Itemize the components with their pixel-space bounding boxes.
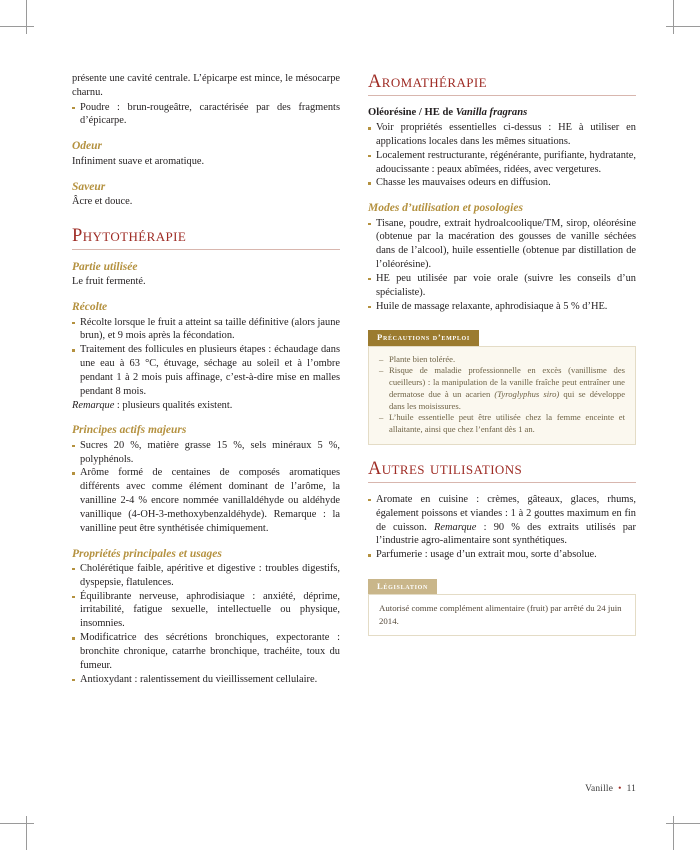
remark-label: Remarque [434,521,477,533]
usage-text-cont: : 90 % des extraits utilisés par l’industrie agro-alimentaire sont synthétiques. [376,521,636,547]
list-item: Tisane, poudre, extrait hydroalcoolique/TM, sirop, oléorésine (obtenue par la macération des gousses de vanille séchées dans de l’alcool), huile essentielle (obtenue par distillation de l’oléorésine). [368,217,636,272]
subheading-proprietes-principales: Propriétés principales et usages [72,547,222,560]
partie-utilisee-text: Le fruit fermenté. [72,276,146,288]
legislation-tab-label: Législation [368,579,437,595]
precaution-text: Plante bien tolérée. [389,353,456,364]
left-column [72,72,340,686]
crop-mark-bottom-right-horizontal [666,823,700,824]
precautions-list [379,354,625,436]
precaution-text-cont: qui se développe dans les moisissures. [389,388,626,411]
list-item: Chasse les mauvaises odeurs en diffusion. [368,176,636,190]
precautions-callout-body [368,346,636,445]
two-column-layout [72,72,636,686]
list-item: Équilibrante nerveuse, aphrodisiaque : anxiété, déprime, irritabilité, fatigue sexuelle, intellectuelle ou physique, insomnies. [72,590,340,631]
oleoresine-bullet-list [368,121,636,190]
precautions-tab-label: Précautions d’emploi [368,330,479,346]
precautions-callout [368,327,636,444]
footer-separator-dot: • [618,784,622,794]
list-item: Récolte lorsque le fruit a atteint sa taille définitive (alors jaune brun), et 9 mois après la fécondation. [72,316,340,344]
recolte-remark [72,399,340,413]
crop-mark-top-left-vertical [26,0,27,34]
subheading-modes-utilisation: Modes d’utilisation et posologies [368,202,523,215]
section-divider-phytotherapie [72,249,340,250]
crop-mark-bottom-left-vertical [26,816,27,850]
page-footer [585,784,636,794]
recolte-bullet-list [72,316,340,399]
list-item: Cholérétique faible, apéritive et digestive : troubles digestifs, dyspepsie, flatulences. [72,562,340,590]
autres-utilisations-bullet-list [368,493,636,562]
footer-plant-name: Vanille [585,784,614,794]
footer-page-number: 11 [626,784,636,794]
list-item: Sucres 20 %, matière grasse 15 %, sels minéraux 5 %, polyphénols. [72,439,340,467]
legislation-callout-body [368,594,636,636]
list-item [379,412,625,435]
section-title-aromatherapie: Aromathérapie [368,72,487,92]
crop-mark-top-right-vertical [673,0,674,34]
proprietes-bullet-list [72,562,340,686]
list-item [379,354,625,366]
precaution-text: Risque de maladie professionnelle en excès (vanillisme des cueilleurs) : la manipulation de la vanille fraîche peut entraîner une dermatose due à un acarien [389,365,625,399]
subheading-odeur: Odeur [72,140,103,153]
crop-mark-top-right-horizontal [666,26,700,27]
continued-bullet-list [72,101,340,129]
list-item: Poudre : brun-rougeâtre, caractérisée par des fragments d’épicarpe. [72,101,340,129]
list-item: Traitement des follicules en plusieurs étapes : échaudage dans une eau à 63 °C, étuvage, séchage au soleil et à l’ombre pendant 1 à 2 mois puis affinage, c’est-à-dire mise en malles pendant 8 mois. [72,343,340,398]
legislation-callout [368,576,636,636]
list-item [368,493,636,548]
subheading-saveur: Saveur [72,180,106,193]
saveur-text: Âcre et douce. [72,195,133,207]
list-item: Modificatrice des sécrétions bronchiques, expectorante : bronchite chronique, catarrhe bronchique, trachéite, toux du fumeur. [72,631,340,672]
odeur-text: Infiniment suave et aromatique. [72,155,205,167]
list-item: Antioxydant : ralentissement du vieillissement cellulaire. [72,673,340,687]
precaution-text: L’huile essentielle peut être utilisée chez la femme enceinte et allaitante, ainsi que chez l’enfant dès 1 an. [389,412,625,434]
section-divider-aromatherapie [368,95,636,96]
principes-actifs-bullet-list [72,439,340,536]
crop-mark-bottom-left-horizontal [0,823,34,824]
modes-bullet-list [368,217,636,314]
remark-label: Remarque [72,399,115,411]
list-item: HE peu utilisée par voie orale (suivre les conseils d’un spécialiste). [368,272,636,300]
subheading-principes-actifs: Principes actifs majeurs [72,424,187,437]
subheading-recolte: Récolte [72,301,108,314]
oleoresine-label: Oléorésine / HE de [368,107,456,119]
right-column [368,72,636,686]
crop-mark-top-left-horizontal [0,26,34,27]
crop-mark-bottom-right-vertical [673,816,674,850]
subheading-oleoresine [368,106,636,120]
continued-paragraph: présente une cavité centrale. L’épicarpe est mince, le mésocarpe charnu. [72,73,340,98]
list-item [379,365,625,412]
list-item: Voir propriétés essentielles ci-dessus : HE à utiliser en applications locales dans les mêmes situations. [368,121,636,149]
section-divider-autres-utilisations [368,482,636,483]
species-name: Vanilla fragrans [455,107,528,119]
list-item: Localement restructurante, régénérante, purifiante, hydratante, adoucissante : peaux abîmées, ridées, avec vergetures. [368,149,636,177]
list-item: Parfumerie : usage d’un extrait mou, sorte d’absolue. [368,548,636,562]
section-title-autres-utilisations: Autres utilisations [368,458,523,479]
remark-text: : plusieurs qualités existent. [114,399,233,411]
list-item: Huile de massage relaxante, aphrodisiaque à 5 % d’HE. [368,300,636,314]
usage-text: Aromate en cuisine : crèmes, gâteaux, glaces, rhums, également poissons et viandes : 1 à 2 gouttes maximum en fin de cuisson. [376,493,636,533]
section-title-phytotherapie: Phytothérapie [72,225,187,246]
list-item: Arôme formé de centaines de composés aromatiques différents avec comme élément dominant de l’arôme, la vanilline 2-4 % encore nommée vanillaldéhyde ou aldéhyde vanillique (4-OH-3-methoxybenzaldéhyde). Remarque : la vanilline peut être synthétisée chimiquement. [72,466,340,535]
subheading-partie-utilisee: Partie utilisée [72,260,138,273]
legislation-text: Autorisé comme complément alimentaire (fruit) par arrêté du 24 juin 2014. [379,603,622,626]
mite-species-name: (Tyroglyphus siro) [494,388,560,399]
